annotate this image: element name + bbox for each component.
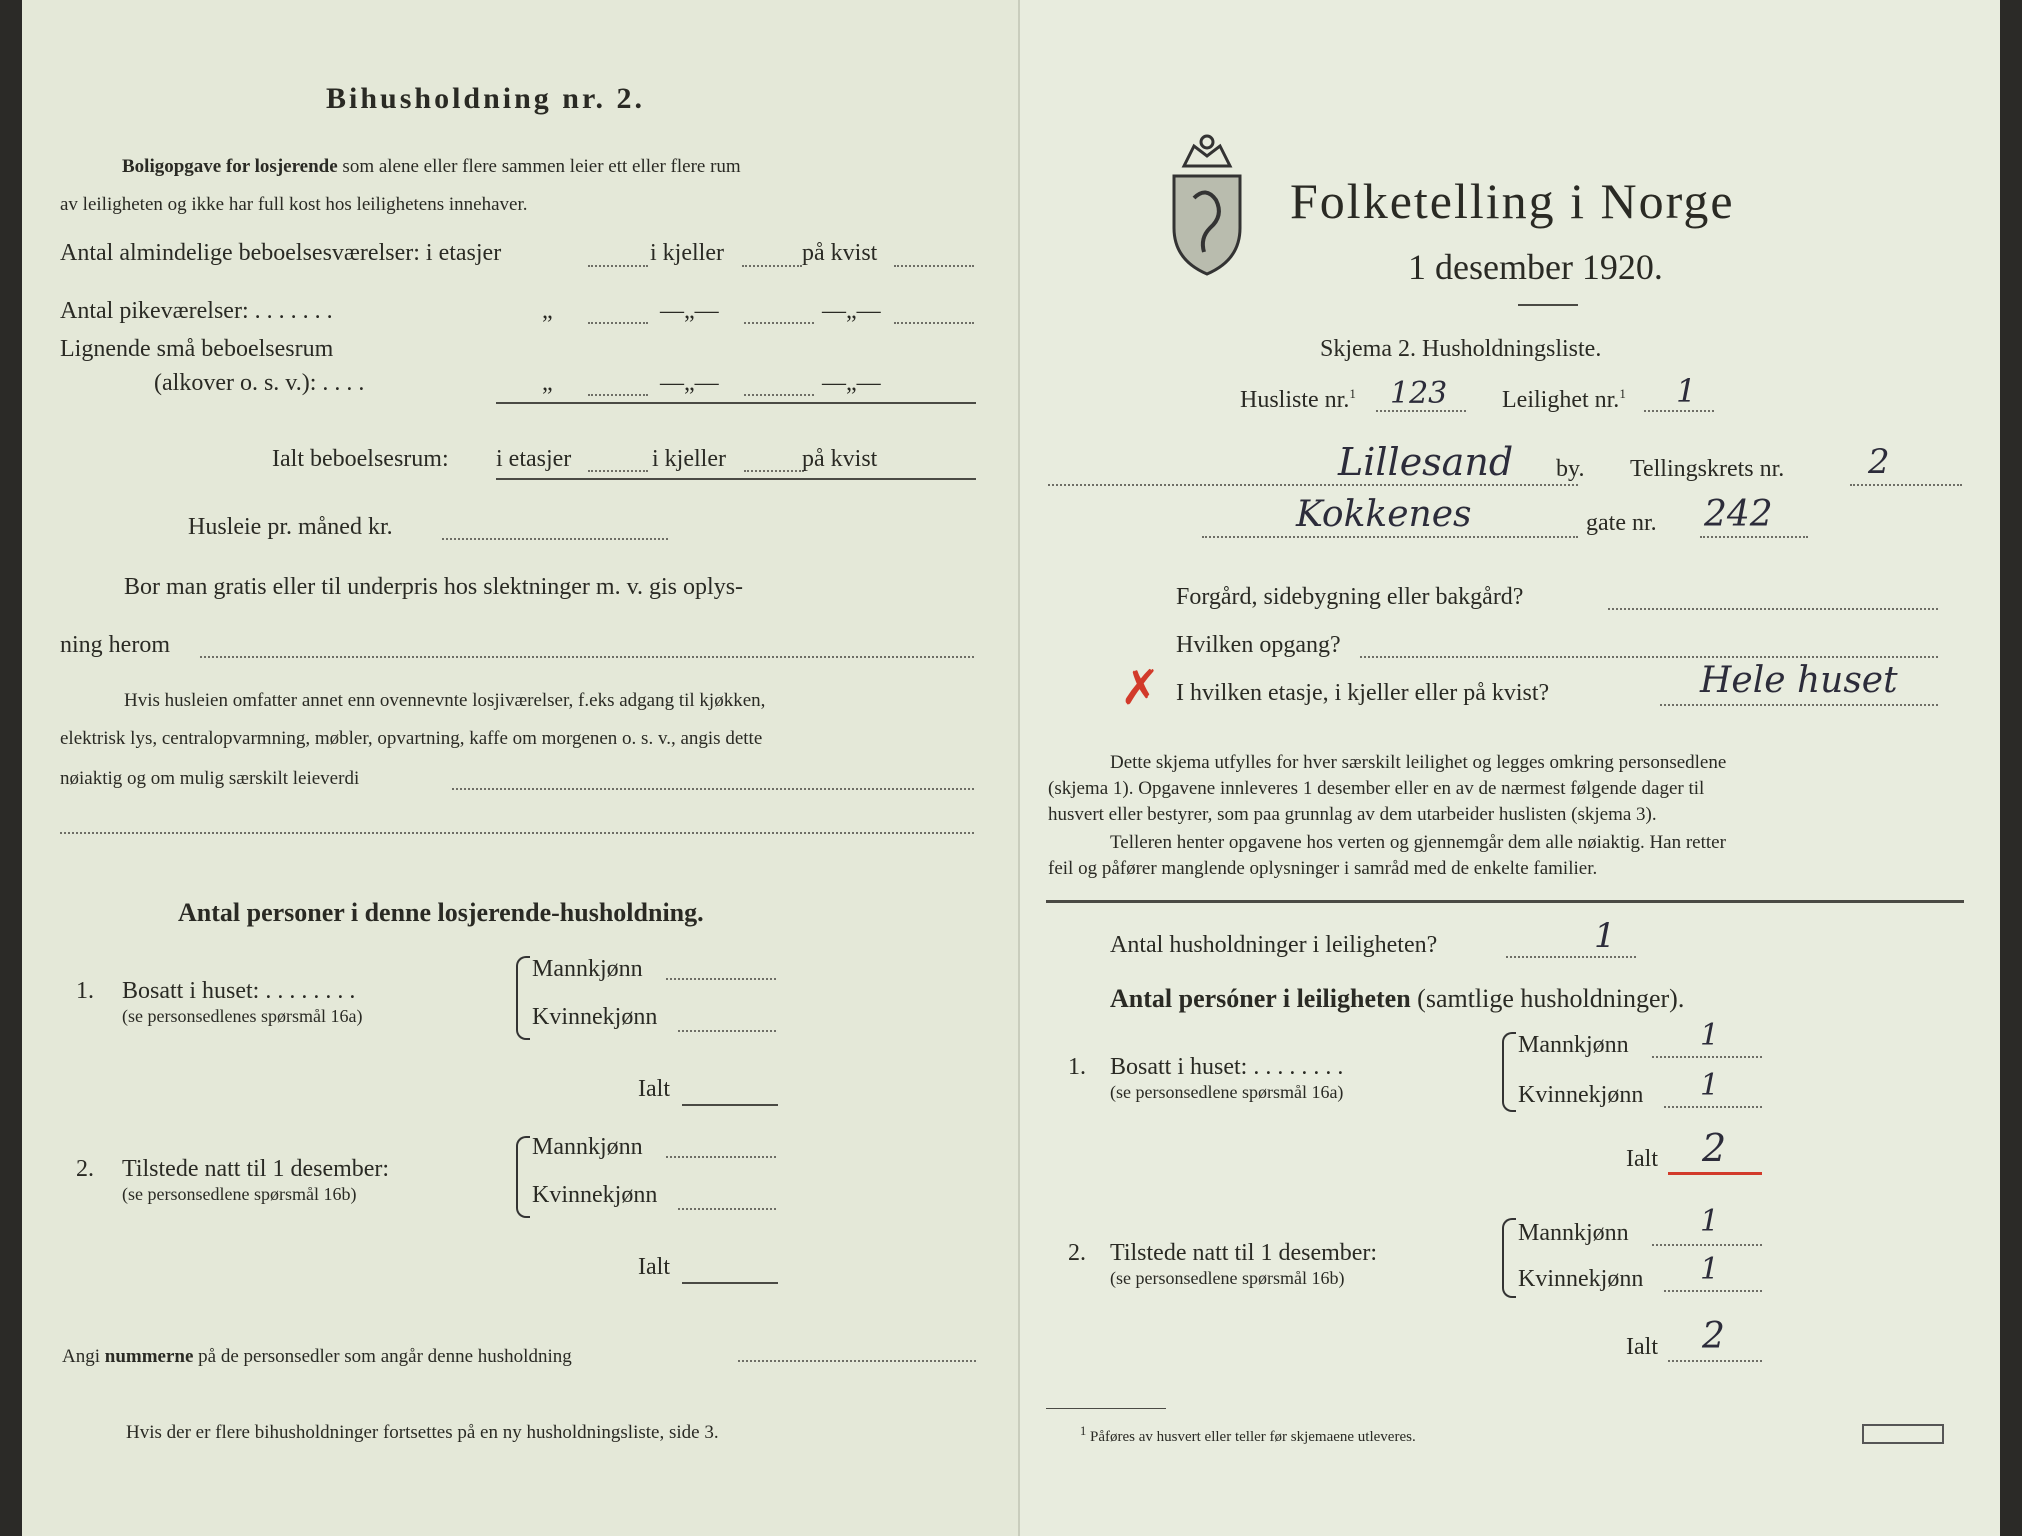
bihusholdning-title: Bihusholdning nr. 2. xyxy=(326,82,646,115)
leilighet-label: Leilighet nr. xyxy=(1502,387,1620,413)
numbers-note-b: nummerne xyxy=(104,1346,194,1367)
quote-mark: „ xyxy=(542,298,553,324)
right-q2-female-label: Kvinnekjønn xyxy=(1518,1266,1644,1292)
forgard-label: Forgård, sidebygning eller bakgård? xyxy=(1176,584,1524,610)
schema-label: Skjema 2. Husholdningsliste. xyxy=(1320,336,1602,362)
street-value: Kokkenes xyxy=(1296,494,1472,535)
printer-stamp xyxy=(1862,1424,1944,1444)
intro-rest: som alene eller flere sammen leier ett eller flere rum xyxy=(342,156,741,177)
total-rooms-label: Ialt beboelsesrum: xyxy=(272,446,449,472)
left-q2-number: 2. xyxy=(76,1156,94,1182)
dash-mark: —„— xyxy=(822,370,881,396)
husliste-value: 123 xyxy=(1390,376,1448,411)
right-q2-sub: (se personsedlene spørsmål 16b) xyxy=(1110,1268,1345,1288)
rent-includes-3: nøiaktig og om mulig særskilt leieverdi xyxy=(60,768,360,789)
rooms-attic: på kvist xyxy=(802,240,878,266)
quote-mark: „ xyxy=(542,370,553,396)
alcoves-label: (alkover o. s. v.): . . . . xyxy=(154,370,365,396)
maid-rooms-label: Antal pikeværelser: . . . . . . . xyxy=(60,298,333,324)
left-q1-label: Bosatt i huset: . . . . . . . . xyxy=(122,978,356,1004)
intro-line2: av leiligheten og ikke har full kost hos leilighetens innehaver. xyxy=(60,194,528,215)
left-q1-sub: (se personsedlenes spørsmål 16a) xyxy=(122,1006,363,1026)
total-rooms-floors: i etasjer xyxy=(496,446,572,472)
footnote-text: Påføres av husvert eller teller før skjemaene utleveres. xyxy=(1090,1429,1416,1445)
town-value: Lillesand xyxy=(1338,440,1514,484)
dash-mark: —„— xyxy=(660,298,719,324)
right-page xyxy=(1018,0,2000,1536)
leilighet-value: 1 xyxy=(1676,372,1697,410)
numbers-note-a: Angi xyxy=(62,1346,100,1367)
rooms-cellar: i kjeller xyxy=(650,240,724,266)
intro-bold: Boligopgave for losjerende xyxy=(122,156,338,177)
norway-coat-of-arms-icon xyxy=(1164,128,1250,276)
left-footer: Hvis der er flere bihusholdninger fortsettes på en ny husholdningsliste, side 3. xyxy=(126,1422,719,1443)
gate-value: 242 xyxy=(1704,494,1773,535)
numbers-note-c: på de personsedler som angår denne husholdning xyxy=(198,1346,572,1367)
left-q1-male-label: Mannkjønn xyxy=(532,956,643,982)
right-q1-total-value: 2 xyxy=(1702,1126,1727,1170)
census-date: 1 desember 1920. xyxy=(1408,247,1663,287)
left-q2-label: Tilstede natt til 1 desember: xyxy=(122,1156,390,1182)
etasje-value: Hele huset xyxy=(1700,660,1898,701)
info-line-2: (skjema 1). Opgavene innleveres 1 desember eller en av de nærmest følgende dager til xyxy=(1048,778,1705,799)
husliste-label: Husliste nr. xyxy=(1240,387,1350,413)
left-q2-sub: (se personsedlene spørsmål 16b) xyxy=(122,1184,357,1204)
info-line-1: Dette skjema utfylles for hver særskilt leilighet og legges omkring personsedlene xyxy=(1110,752,1727,773)
right-q2-label: Tilstede natt til 1 desember: xyxy=(1110,1240,1378,1266)
right-q1-male-value: 1 xyxy=(1700,1018,1720,1053)
households-value: 1 xyxy=(1594,916,1616,956)
right-q2-male-label: Mannkjønn xyxy=(1518,1220,1629,1246)
footnote-mark: 1 xyxy=(1349,386,1356,401)
info-line-3: husvert eller bestyrer, som paa grunnlag av dem utarbeider huslisten (skjema 3). xyxy=(1048,804,1657,825)
left-q2-total-label: Ialt xyxy=(638,1254,670,1280)
by-label: by. xyxy=(1556,456,1585,482)
rent-label: Husleie pr. måned kr. xyxy=(188,514,393,540)
etasje-label: I hvilken etasje, i kjeller eller på kvist? xyxy=(1176,680,1550,706)
right-persons-heading-bold: Antal persóner i leiligheten xyxy=(1110,984,1411,1013)
krets-value: 2 xyxy=(1868,442,1890,482)
info-line-5: feil og påfører manglende oplysninger i samråd med de enkelte familier. xyxy=(1048,858,1598,879)
right-q1-total-label: Ialt xyxy=(1626,1146,1658,1172)
dash-mark: —„— xyxy=(660,370,719,396)
left-q1-number: 1. xyxy=(76,978,94,1004)
free-text: Bor man gratis eller til underpris hos slektninger m. v. gis oplys- xyxy=(124,574,744,600)
gate-label: gate nr. xyxy=(1586,510,1657,536)
total-rooms-cellar: i kjeller xyxy=(652,446,726,472)
right-q2-total-value: 2 xyxy=(1702,1316,1725,1357)
right-q2-female-value: 1 xyxy=(1700,1252,1720,1287)
right-persons-heading-rest: (samtlige husholdninger). xyxy=(1417,984,1685,1013)
dash-mark: —„— xyxy=(822,298,881,324)
left-q2-male-label: Mannkjønn xyxy=(532,1134,643,1160)
left-q2-female-label: Kvinnekjønn xyxy=(532,1182,658,1208)
right-q1-sub: (se personsedlene spørsmål 16a) xyxy=(1110,1082,1344,1102)
free-text-2: ning herom xyxy=(60,632,170,658)
right-q1-number: 1. xyxy=(1068,1054,1086,1080)
right-q2-male-value: 1 xyxy=(1700,1204,1720,1239)
households-label: Antal husholdninger i leiligheten? xyxy=(1110,932,1438,958)
left-page xyxy=(22,0,1027,1536)
right-q1-female-value: 1 xyxy=(1700,1068,1720,1103)
rooms-label: Antal almindelige beboelsesværelser: i etasjer xyxy=(60,240,502,266)
left-persons-heading: Antal personer i denne losjerende-husholdning. xyxy=(178,898,704,927)
total-rooms-attic: på kvist xyxy=(802,446,878,472)
info-line-4: Telleren henter opgavene hos verten og gjennemgår dem alle nøiaktig. Han retter xyxy=(1110,832,1726,853)
left-q1-total-label: Ialt xyxy=(638,1076,670,1102)
right-q2-number: 2. xyxy=(1068,1240,1086,1266)
left-q1-female-label: Kvinnekjønn xyxy=(532,1004,658,1030)
footnote-mark: 1 xyxy=(1619,386,1626,401)
opgang-label: Hvilken opgang? xyxy=(1176,632,1341,658)
krets-label: Tellingskrets nr. xyxy=(1630,456,1785,482)
census-title: Folketelling i Norge xyxy=(1290,173,1735,229)
red-check-mark: ✗ xyxy=(1120,662,1161,715)
right-q1-female-label: Kvinnekjønn xyxy=(1518,1082,1644,1108)
rent-includes-1: Hvis husleien omfatter annet enn ovennevnte losjiværelser, f.eks adgang til kjøkken, xyxy=(124,690,766,711)
rent-includes-2: elektrisk lys, centralopvarmning, møbler, opvartning, kaffe om morgenen o. s. v., angis dette xyxy=(60,728,763,749)
footnote-number: 1 xyxy=(1080,1424,1087,1438)
right-q1-male-label: Mannkjønn xyxy=(1518,1032,1629,1058)
similar-rooms-label: Lignende små beboelsesrum xyxy=(60,336,334,362)
right-q2-total-label: Ialt xyxy=(1626,1334,1658,1360)
right-q1-label: Bosatt i huset: . . . . . . . . xyxy=(1110,1054,1344,1080)
